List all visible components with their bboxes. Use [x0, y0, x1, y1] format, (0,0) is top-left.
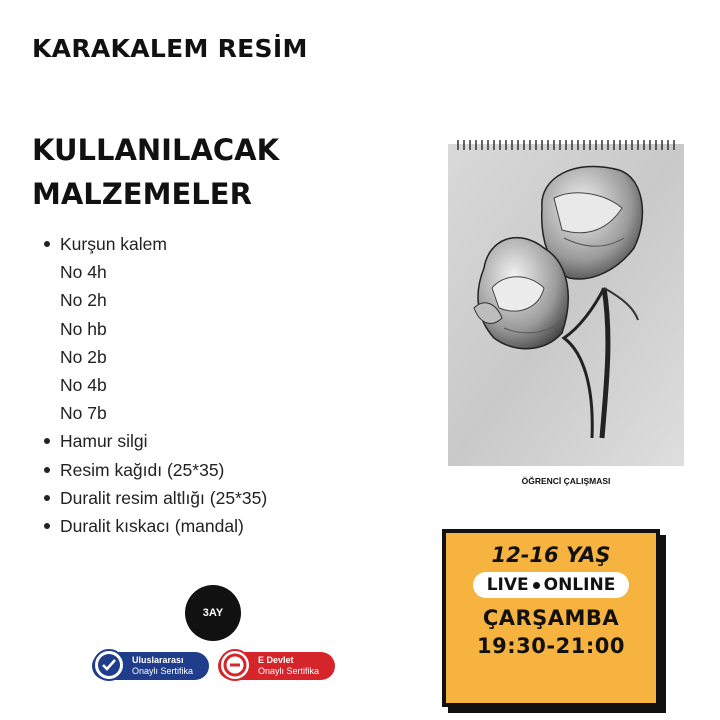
list-item: Duralit resim altlığı (25*35): [38, 484, 267, 512]
list-item: No hb: [60, 318, 107, 339]
edevlet-logo-icon: [219, 649, 251, 681]
schedule-box: [442, 529, 660, 707]
list-item: Hamur silgi: [38, 427, 267, 455]
online-label: ONLINE: [543, 575, 616, 595]
materials-list: [38, 230, 267, 540]
cert-subtitle: Onaylı Sertifika: [132, 666, 194, 676]
live-online-badge: [473, 572, 630, 598]
cert-subtitle: Onaylı Sertifika: [258, 666, 320, 676]
age-range: 12-16 YAŞ: [491, 543, 611, 567]
class-time: 19:30-21:00: [477, 634, 625, 658]
section-title-line1: KULLANILACAK: [32, 133, 280, 167]
section-title: [32, 128, 279, 216]
live-label: LIVE: [486, 575, 529, 595]
international-certificate-badge: [92, 652, 209, 680]
student-artwork-image: [444, 138, 688, 468]
list-item: No 2b: [60, 346, 107, 367]
class-day: ÇARŞAMBA: [482, 606, 620, 630]
cert-title: Uluslararası: [132, 655, 184, 665]
list-item: No 4b: [60, 374, 107, 395]
section-title-line2: MALZEMELER: [32, 177, 252, 211]
list-item: Resim kağıdı (25*35): [38, 456, 267, 484]
list-item: No 4h: [60, 262, 107, 283]
list-item: No 2h: [60, 290, 107, 311]
bullet-dot-icon: [533, 582, 540, 589]
list-item: Kurşun kalem: [38, 230, 267, 258]
cert-title: E Devlet: [258, 655, 294, 665]
artwork-caption: ÖĞRENCİ ÇALIŞMASI: [521, 476, 611, 486]
page-title: KARAKALEM RESİM: [32, 34, 308, 63]
edevlet-certificate-badge: [218, 652, 335, 680]
check-icon: [93, 649, 125, 681]
list-item: Duralit kıskacı (mandal): [38, 512, 267, 540]
duration-badge: 3AY: [185, 585, 241, 641]
list-item: No 7b: [60, 403, 107, 424]
